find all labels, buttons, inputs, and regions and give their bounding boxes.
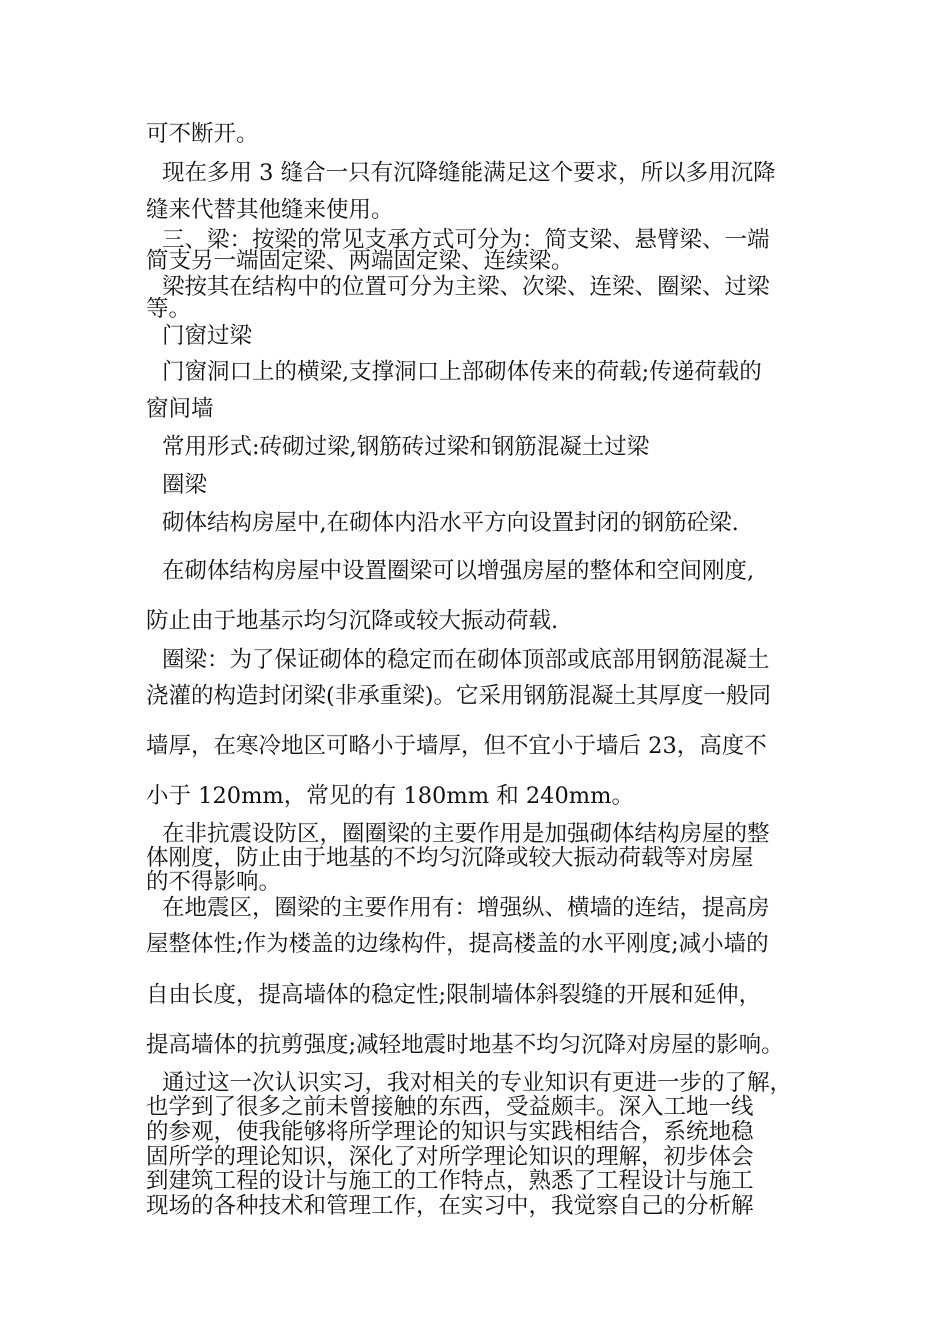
text-line: 的不得影响。 <box>146 869 282 895</box>
text-line: 在非抗震设防区，圈圈梁的主要作用是加强砌体结构房屋的整 <box>162 821 770 847</box>
text-line: 圈梁：为了保证砌体的稳定而在砌体顶部或底部用钢筋混凝土 <box>162 647 770 673</box>
text-line: 在地震区，圈梁的主要作用有：增强纵、横墙的连结，提高房 <box>162 895 770 921</box>
text-line: 现在多用 3 缝合一只有沉降缝能满足这个要求，所以多用沉降 <box>162 160 776 186</box>
text-line: 可不断开。 <box>146 121 259 147</box>
text-line: 防止由于地基示均匀沉降或较大振动荷载. <box>146 608 559 634</box>
text-line: 的参观，使我能够将所学理论的知识与实践相结合，系统地稳 <box>146 1119 754 1145</box>
text-line: 通过这一次认识实习，我对相关的专业知识有更进一步的了解， <box>162 1070 793 1096</box>
text-line: 窗间墙 <box>146 396 214 422</box>
text-line: 梁按其在结构中的位置可分为主梁、次梁、连梁、圈梁、过梁 <box>162 274 770 300</box>
text-line: 等。 <box>146 296 192 322</box>
text-line: 门窗洞口上的横梁,支撑洞口上部砌体传来的荷载;传递荷载的 <box>162 359 762 385</box>
text-line: 小于 120mm，常见的有 180mm 和 240mm。 <box>146 783 634 809</box>
text-line: 缝来代替其他缝来使用。 <box>146 197 394 223</box>
text-line: 体刚度，防止由于地基的不均匀沉降或较大振动荷载等对房屋 <box>146 845 754 871</box>
text-line: 也学到了很多之前未曾接触的东西，受益颇丰。深入工地一线 <box>146 1094 754 1120</box>
section-heading: 圈梁 <box>162 472 208 498</box>
text-line: 现场的各种技术和管理工作，在实习中，我觉察自己的分析解 <box>146 1193 754 1219</box>
text-line: 墙厚，在寒冷地区可略小于墙厚，但不宜小于墙后 23，高度不 <box>146 733 767 759</box>
section-heading: 门窗过梁 <box>162 323 253 349</box>
text-line: 浇灌的构造封闭梁(非承重梁)。它采用钢筋混凝土其厚度一般同 <box>146 683 772 709</box>
text-line: 简支另一端固定梁、两端固定梁、连续梁。 <box>146 248 574 274</box>
text-line: 固所学的理论知识，深化了对所学理论知识的理解，初步体会 <box>146 1144 754 1170</box>
text-line: 在砌体结构房屋中设置圈梁可以增强房屋的整体和空间刚度, <box>162 558 755 584</box>
text-line: 三、梁：按梁的常见支承方式可分为：简支梁、悬臂梁、一端 <box>162 227 770 253</box>
text-line: 自由长度，提高墙体的稳定性;限制墙体斜裂缝的开展和延伸， <box>146 982 762 1008</box>
text-line: 常用形式:砖砌过梁,钢筋砖过梁和钢筋混凝土过梁 <box>162 434 650 460</box>
text-line: 砌体结构房屋中,在砌体内沿水平方向设置封闭的钢筋砼梁. <box>162 510 739 536</box>
text-line: 屋整体性;作为楼盖的边缘构件，提高楼盖的水平刚度;减小墙的 <box>146 931 769 957</box>
text-line: 提高墙体的抗剪强度;减轻地震时地基不均匀沉降对房屋的影响。 <box>146 1032 784 1058</box>
text-line: 到建筑工程的设计与施工的工作特点，熟悉了工程设计与施工 <box>146 1168 754 1194</box>
